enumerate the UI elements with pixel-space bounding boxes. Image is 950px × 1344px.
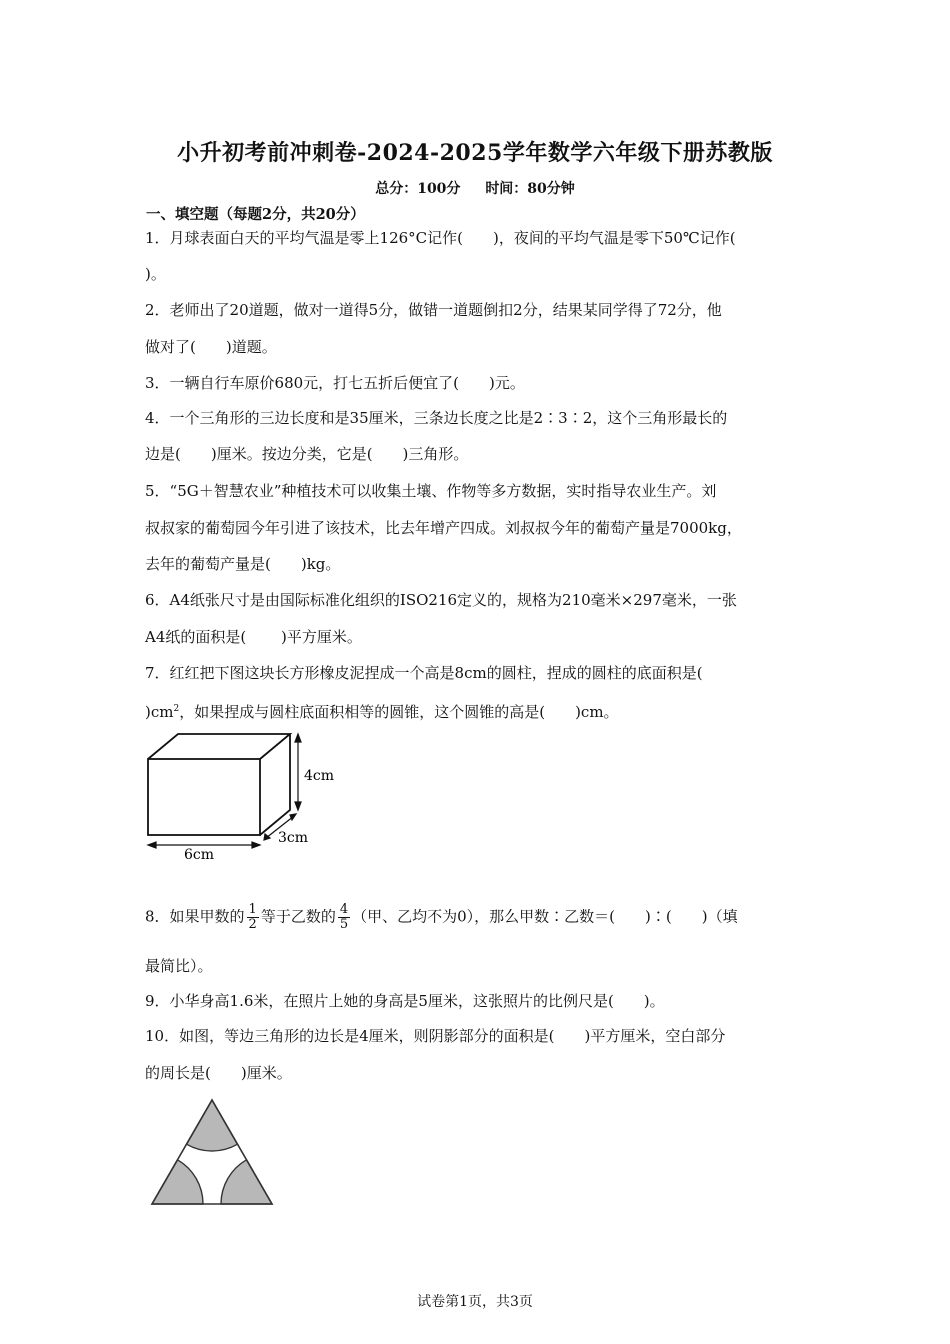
q10-line2: 的周长是( )厘米。 <box>145 1064 292 1082</box>
q7-superscript: 2 <box>173 704 180 714</box>
page-footer: 试卷第1页，共3页 <box>417 1294 533 1310</box>
q8-text-c: （甲、乙均不为0），那么甲数∶乙数＝( )∶( )（填 <box>352 907 738 926</box>
fraction-denominator: 5 <box>339 917 349 932</box>
q7-line2-b: ，如果捏成与圆柱底面积相等的圆锥，这个圆锥的高是( )cm。 <box>179 703 619 721</box>
triangle-sectors-figure <box>146 1094 278 1210</box>
fraction-four-fifths <box>338 903 350 932</box>
q7-line2-a: )cm <box>145 703 174 721</box>
q10-line1: 10．如图，等边三角形的边长是4厘米，则阴影部分的面积是( )平方厘米，空白部分 <box>145 1027 726 1045</box>
q6-line2: A4纸的面积是( )平方厘米。 <box>145 628 362 646</box>
q7-line1: 7．红红把下图这块长方形橡皮泥捏成一个高是8cm的圆柱，捏成的圆柱的底面积是( <box>145 664 703 682</box>
q6-line1: 6．A4纸张尺寸是由国际标准化组织的ISO216定义的，规格为210毫米×297毫米，一张 <box>145 591 737 609</box>
q8-text-b: 等于乙数的 <box>260 907 336 926</box>
shaded-sector-top <box>187 1100 238 1151</box>
exam-info <box>0 178 950 198</box>
q7-line2 <box>145 698 619 723</box>
q5-line2: 叔叔家的葡萄园今年引进了该技术，比去年增产四成。刘叔叔今年的葡萄产量是7000kg， <box>145 519 742 537</box>
q8-text-a: 8．如果甲数的 <box>145 907 245 926</box>
q8-line2: 最简比）。 <box>145 957 213 975</box>
q8-line1 <box>145 903 738 932</box>
q3-line1: 3．一辆自行车原价680元，打七五折后便宜了( )元。 <box>145 374 525 392</box>
fraction-numerator: 4 <box>339 902 349 917</box>
cuboid-front-face <box>148 759 260 835</box>
total-score: 总分：100分 <box>375 181 461 197</box>
exam-time: 时间：80分钟 <box>485 181 575 197</box>
q1-line2: )。 <box>145 265 166 283</box>
cuboid-top-face <box>148 734 290 759</box>
q4-line1: 4．一个三角形的三边长度和是35厘米，三条边长度之比是2∶3∶2，这个三角形最长的 <box>145 409 728 427</box>
q2-line2: 做对了( )道题。 <box>145 338 277 356</box>
q9-line1: 9．小华身高1.6米，在照片上她的身高是5厘米，这张照片的比例尺是( )。 <box>145 992 665 1010</box>
page-title: 小升初考前冲刺卷-2024-2025学年数学六年级下册苏教版 <box>177 140 773 166</box>
section-heading: 一、填空题（每题2分，共20分） <box>146 206 365 223</box>
q4-line2: 边是( )厘米。按边分类，它是( )三角形。 <box>145 445 469 463</box>
cuboid-side-face <box>260 734 290 835</box>
depth-label: 3cm <box>278 830 309 846</box>
height-label: 4cm <box>304 768 335 784</box>
width-label: 6cm <box>184 847 215 863</box>
q5-line1: 5．“5G＋智慧农业”种植技术可以收集土壤、作物等多方数据，实时指导农业生产。刘 <box>145 482 717 500</box>
fraction-one-half <box>247 903 259 932</box>
q5-line3: 去年的葡萄产量是( )kg。 <box>145 555 341 573</box>
q1-line1: 1．月球表面白天的平均气温是零上126°C记作( )，夜间的平均气温是零下50℃记作( <box>145 229 736 247</box>
fraction-denominator: 2 <box>248 917 257 932</box>
q2-line1: 2．老师出了20道题，做对一道得5分，做错一道题倒扣2分，结果某同学得了72分，他 <box>145 301 722 319</box>
fraction-numerator: 1 <box>248 902 257 917</box>
cuboid-figure <box>140 728 350 868</box>
